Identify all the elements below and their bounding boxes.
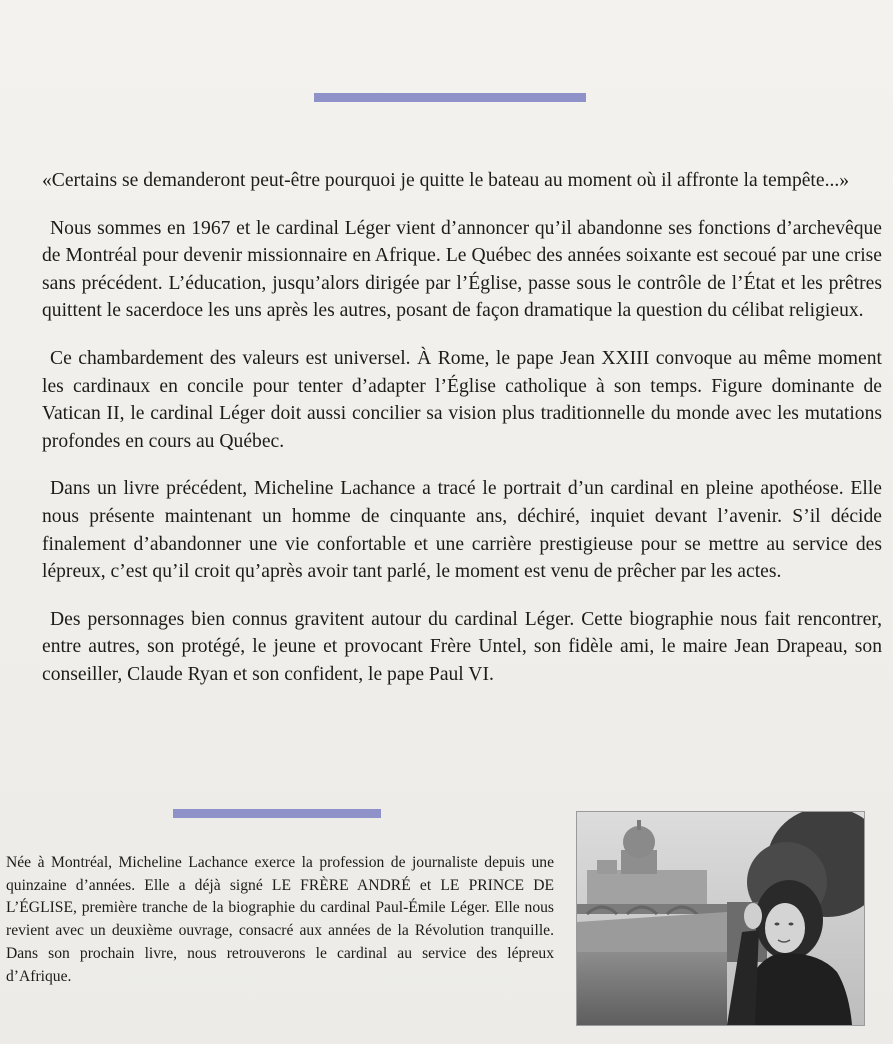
bottom-decorative-rule: [173, 809, 381, 818]
author-bio-text: Née à Montréal, Micheline Lachance exerce la profession de journaliste depuis une quinzaine d’années. Elle a déjà signé LE FRÈRE ANDRÉ et LE PRINCE DE L’ÉGLISE, première tranche de la biographie du cardinal Paul-Émile Léger. Elle nous revient avec un deuxième ouvrage, consacré aux années de la Révolution tranquille. Dans son prochain livre, nous retrouverons le cardinal au service des lépreux d’Afrique.: [6, 854, 554, 985]
opening-quote: «Certains se demanderont peut-être pourquoi je quitte le bateau au moment où il affronte la tempête...»: [42, 170, 850, 191]
paragraph-previous-book: Dans un livre précédent, Micheline Lachance a tracé le portrait d’un cardinal en pleine apothéose. Elle nous présente maintenant un homme de cinquante ans, déchiré, inquiet devant l’avenir. S’il décide finalement d’abandonner une vie confortable et une carrière prestigieuse pour se mettre au service des lépreux, c’est qu’il croit qu’après avoir tant parlé, le moment est venu de prêcher par les actes.: [42, 478, 882, 583]
paragraph-personages: Des personnages bien connus gravitent autour du cardinal Léger. Cette biographie nous fait rencontrer, entre autres, son protégé, le jeune et provocant Frère Untel, son fidèle ami, le maire Jean Drapeau, son conseiller, Claude Ryan et son confident, le pape Paul VI.: [42, 608, 882, 685]
author-photo-icon: [577, 812, 864, 1025]
top-decorative-rule: [314, 93, 586, 102]
back-cover-blurb: [42, 167, 882, 709]
paragraph-vatican: Ce chambardement des valeurs est universel. À Rome, le pape Jean XXIII convoque au même moment les cardinaux en concile pour tenter d’adapter l’Église catholique à son temps. Figure dominante de Vatican II, le cardinal Léger doit aussi concilier sa vision plus traditionnelle du monde avec les mutations profondes en cours au Québec.: [42, 347, 882, 452]
author-bio: [6, 852, 554, 988]
paragraph-1967: Nous sommes en 1967 et le cardinal Léger vient d’annoncer qu’il abandonne ses fonctions d’archevêque de Montréal pour devenir missionnaire en Afrique. Le Québec des années soixante est secoué par une crise sans précédent. L’éducation, jusqu’alors dirigée par l’Église, passe sous le contrôle de l’État et les prêtres quittent le sacerdoce les uns après les autres, posant de façon dramatique la question du célibat religieux.: [42, 217, 882, 322]
